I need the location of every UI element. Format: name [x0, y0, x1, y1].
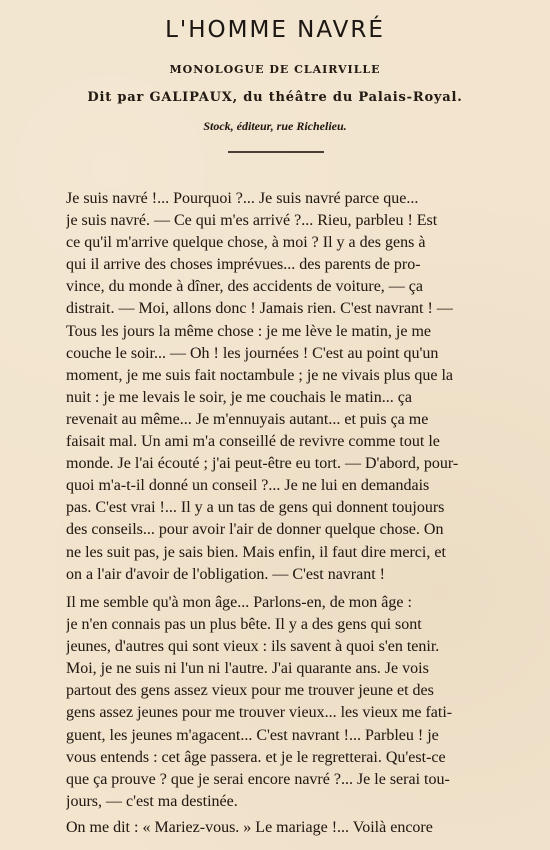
- paragraph-line: Moi, je ne suis ni l'un ni l'autre. J'ai quarante ans. Je vois: [66, 660, 429, 678]
- paragraph-line: Il me semble qu'à mon âge... Parlons-en, de mon âge :: [66, 594, 412, 611]
- paragraph-line: faisait mal. Un ami m'a conseillé de revivre comme tout le: [66, 433, 440, 451]
- paragraph-line: Tous les jours la même chose : je me lève le matin, je me: [66, 322, 431, 340]
- paragraph-line: qui il arrive des choses imprévues... des parents de pro-: [66, 256, 421, 274]
- paragraph-line: que ça prouve ? que je serai encore navré ?... Je le serai tou-: [66, 770, 450, 788]
- paragraph-line: je n'en connais pas un plus bête. Il y a des gens qui sont: [66, 616, 422, 634]
- paragraph-line: On me dit : « Mariez-vous. » Le mariage !... Voilà encore: [66, 819, 433, 836]
- paragraph-line: nuit : je me levais le soir, je me couchais le matin... ça: [66, 388, 412, 406]
- paragraph-1: [66, 188, 496, 586]
- paragraph-line: couche le soir... — Oh ! les journées ! C'est au point qu'un: [66, 344, 439, 362]
- subtitle: MONOLOGUE DE CLAIRVILLE: [169, 63, 381, 76]
- paragraph-line: gens assez jeunes pour me trouver vieux... les vieux me fati-: [66, 704, 453, 722]
- publisher-line: Stock, éditeur, rue Richelieu.: [203, 119, 347, 133]
- paragraph-line: vince, du monde à dîner, des accidents de voiture, — ça: [66, 278, 424, 296]
- performer-line: Dit par GALIPAUX, du théâtre du Palais-Royal.: [87, 90, 463, 105]
- paragraph-line: des conseils... pour avoir l'air de donner quelque chose. On: [66, 521, 444, 539]
- paragraph-line: distrait. — Moi, allons donc ! Jamais rien. C'est navrant ! —: [66, 300, 453, 318]
- paragraph-line: guent, les jeunes m'agacent... C'est navrant !... Parbleu ! je: [66, 726, 439, 744]
- paragraph-line: jours, — c'est ma destinée.: [66, 792, 238, 810]
- paragraph-line: pas. C'est vrai !... Il y a un tas de gens qui donnent toujours: [66, 499, 445, 517]
- paragraph-line: jeunes, d'autres qui sont vieux : ils savent à quoi s'en tenir.: [66, 638, 440, 656]
- paragraph-line: vous entends : cet âge passera. et je le regretterai. Qu'est-ce: [66, 748, 446, 766]
- title-separator-rule: [228, 151, 324, 153]
- page-title: L'HOMME NAVRÉ: [165, 17, 385, 43]
- paragraph-line: ne les suit pas, je sais bien. Mais enfin, il faut dire merci, et: [66, 543, 446, 561]
- paragraph-line: on a l'air d'avoir de l'obligation. — C'est navrant !: [66, 565, 386, 583]
- paragraph-line: ce qu'il m'arrive quelque chose, à moi ? Il y a des gens à: [66, 234, 426, 252]
- paragraph-line: monde. Je l'ai écouté ; j'ai peut-être eu tort. — D'abord, pour-: [66, 455, 459, 473]
- paragraph-line: revenait au même... Je m'ennuyais autant... et puis ça me: [66, 410, 429, 428]
- paragraph-line: quoi m'a-t-il donné un conseil ?... Je ne lui en demandais: [66, 477, 430, 495]
- paragraph-3: [66, 817, 496, 839]
- paragraph-line: moment, je me suis fait noctambule ; je ne vivais plus que la: [66, 366, 454, 384]
- paragraph-line: partout des gens assez vieux pour me trouver jeune et des: [66, 682, 434, 700]
- paragraph-line: je suis navré. — Ce qui m'es arrivé ?... Rieu, parbleu ! Est: [66, 212, 438, 230]
- paragraph-line: Je suis navré !... Pourquoi ?... Je suis navré parce que...: [66, 190, 419, 207]
- paragraph-2: [66, 592, 496, 813]
